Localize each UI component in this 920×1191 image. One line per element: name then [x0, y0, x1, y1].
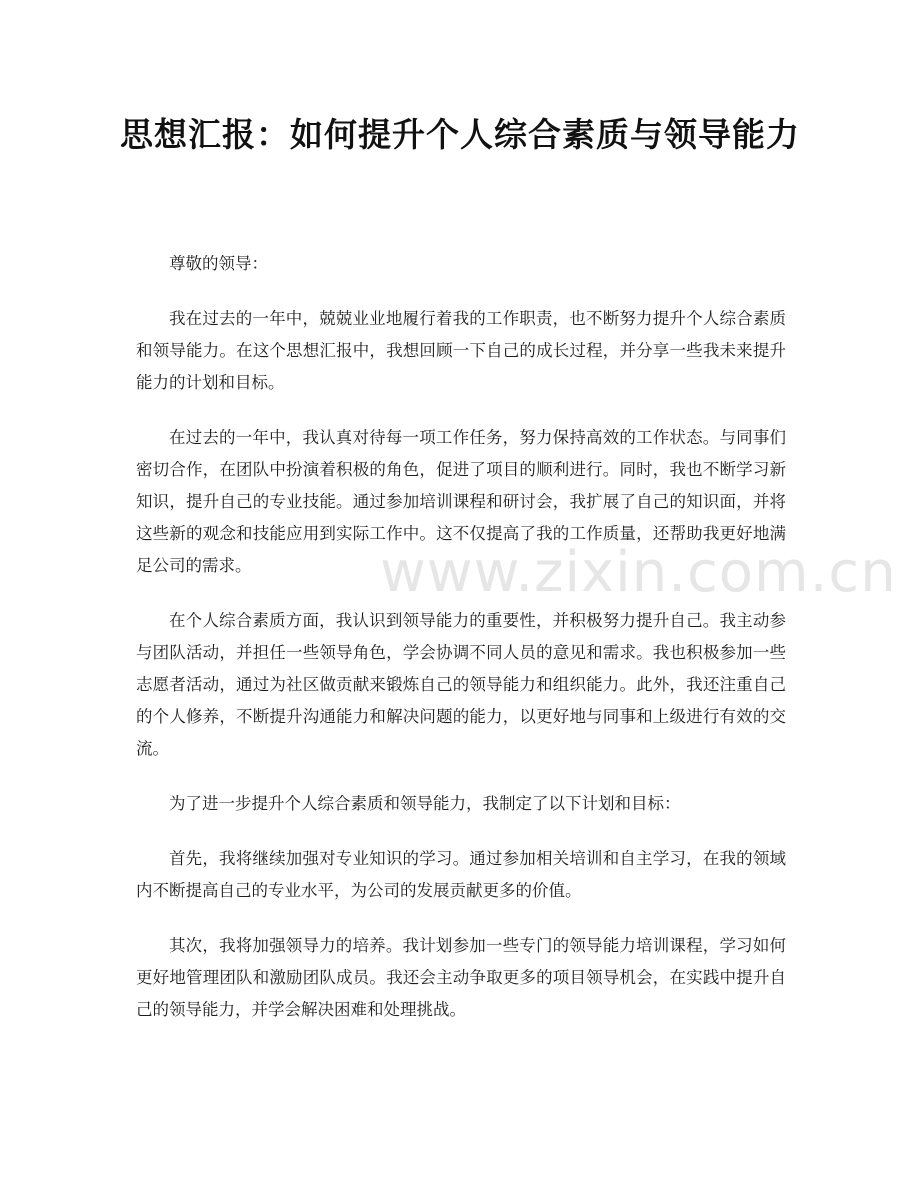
paragraph-plan-second: 其次，我将加强领导力的培养。我计划参加一些专门的领导能力培训课程，学习如何更好地管理团队和激励团队成员。我还会主动争取更多的项目领导机会，在实践中提升自己的领导能力，并学会解决困难和处理挑战。 — [136, 936, 786, 1019]
watermark: www.zixin.com.cn — [380, 540, 897, 605]
document-body — [136, 248, 786, 1049]
document-title: 思想汇报：如何提升个人综合素质与领导能力 — [120, 115, 800, 154]
paragraph-personal-quality: 在个人综合素质方面，我认识到领导能力的重要性，并积极努力提升自己。我主动参与团队活动，并担任一些领导角色，学会协调不同人员的意见和需求。我也积极参加一些志愿者活动，通过为社区做贡献来锻炼自己的领导能力和组织能力。此外，我还注重自己的个人修养，不断提升沟通能力和解决问题的能力，以更好地与同事和上级进行有效的交流。 — [136, 611, 786, 758]
paragraph-past-year: 在过去的一年中，我认真对待每一项工作任务，努力保持高效的工作状态。与同事们密切合作，在团队中扮演着积极的角色，促进了项目的顺利进行。同时，我也不断学习新知识，提升自己的专业技能。通过参加培训课程和研讨会，我扩展了自己的知识面，并将这些新的观念和技能应用到实际工作中。这不仅提高了我的工作质量，还帮助我更好地满足公司的需求。 — [136, 428, 786, 575]
paragraph-intro: 我在过去的一年中，兢兢业业地履行着我的工作职责，也不断努力提升个人综合素质和领导能力。在这个思想汇报中，我想回顾一下自己的成长过程，并分享一些我未来提升能力的计划和目标。 — [136, 309, 786, 392]
salutation: 尊敬的领导： — [169, 254, 268, 273]
paragraph-plan-first: 首先，我将继续加强对专业知识的学习。通过参加相关培训和自主学习，在我的领域内不断提高自己的专业水平，为公司的发展贡献更多的价值。 — [136, 849, 786, 900]
paragraph-plan-intro: 为了进一步提升个人综合素质和领导能力，我制定了以下计划和目标： — [169, 794, 681, 813]
